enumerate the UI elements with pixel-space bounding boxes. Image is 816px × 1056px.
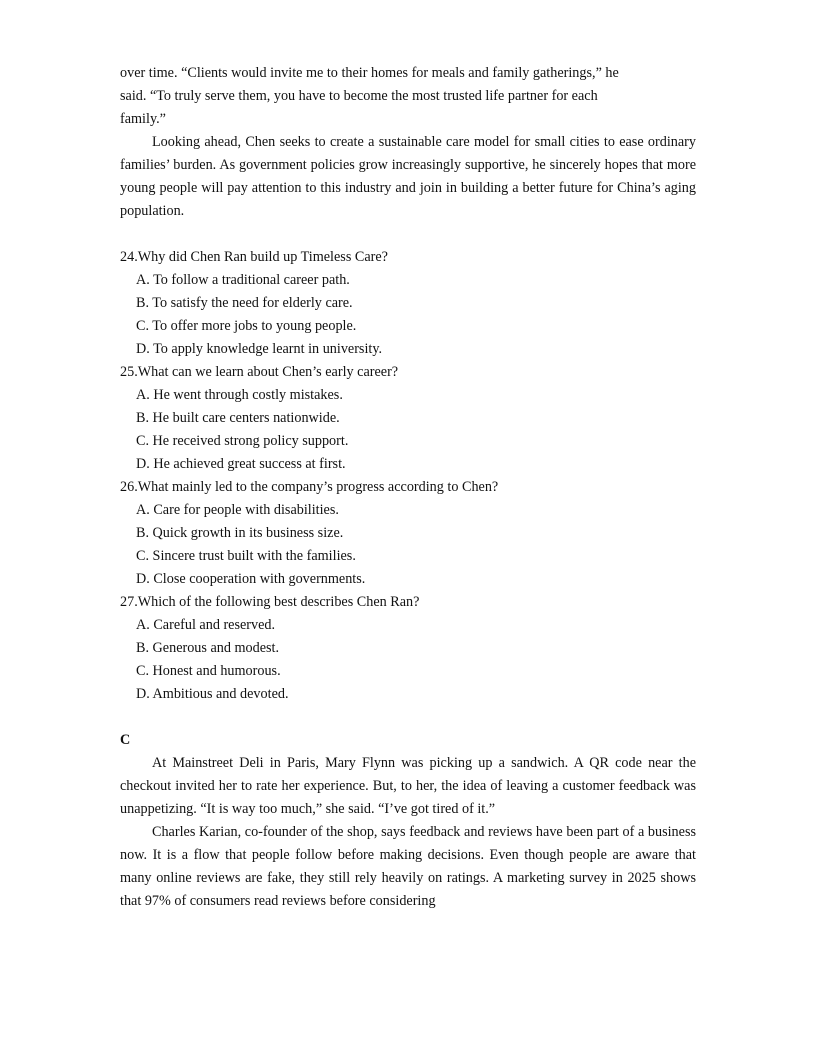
question-stem: 24.Why did Chen Ran build up Timeless Care? — [120, 249, 388, 265]
option-c: C. Honest and humorous. — [136, 663, 281, 679]
option-a: A. He went through costly mistakes. — [136, 387, 343, 403]
spacer — [120, 706, 696, 729]
option-c: C. To offer more jobs to young people. — [136, 318, 357, 334]
option-a: A. Care for people with disabilities. — [136, 502, 339, 518]
question-27 — [120, 591, 696, 706]
option-c: C. Sincere trust built with the families. — [136, 548, 356, 564]
option-d: D. He achieved great success at first. — [136, 456, 346, 472]
question-stem: 25.What can we learn about Chen’s early career? — [120, 364, 399, 380]
option-a: A. Careful and reserved. — [136, 617, 276, 633]
option-d: D. Ambitious and devoted. — [136, 686, 289, 702]
question-24 — [120, 246, 696, 361]
option-b: B. He built care centers nationwide. — [136, 410, 340, 426]
section-c-paragraph-2: Charles Karian, co-founder of the shop, says feedback and reviews have been part of a business now. It is a flow that people follow before making decisions. Even though people are aware that many online reviews are fake, they still rely heavily on ratings. A marketing survey in 2025 shows that 97% of consumers read reviews before considering — [120, 824, 696, 909]
question-25 — [120, 361, 696, 476]
question-26 — [120, 476, 696, 591]
question-stem: 27.Which of the following best describes Chen Ran? — [120, 594, 420, 610]
option-b: B. Quick growth in its business size. — [136, 525, 344, 541]
spacer — [120, 223, 696, 246]
option-d: D. Close cooperation with governments. — [136, 571, 366, 587]
section-heading: C — [120, 732, 131, 748]
option-b: B. To satisfy the need for elderly care. — [136, 295, 353, 311]
question-stem: 26.What mainly led to the company’s progress according to Chen? — [120, 479, 499, 495]
passage-b-line-3: family.” — [120, 111, 166, 127]
document-page — [120, 62, 696, 913]
option-d: D. To apply knowledge learnt in university. — [136, 341, 383, 357]
section-c-paragraph-1: At Mainstreet Deli in Paris, Mary Flynn was picking up a sandwich. A QR code near the checkout invited her to rate her experience. But, to her, the idea of leaving a customer feedback was unappetizing. “It is way too much,” she said. “I’ve got tired of it.” — [120, 755, 696, 817]
passage-b-line-1: over time. “Clients would invite me to their homes for meals and family gatherings,” he — [120, 65, 619, 81]
option-c: C. He received strong policy support. — [136, 433, 349, 449]
passage-b-paragraph-2: Looking ahead, Chen seeks to create a sustainable care model for small cities to ease ordinary families’ burden. As government policies grow increasingly supportive, he sincerely hopes that more young people will pay attention to this industry and join in building a better future for China’s aging population. — [120, 134, 696, 219]
option-a: A. To follow a traditional career path. — [136, 272, 350, 288]
option-b: B. Generous and modest. — [136, 640, 280, 656]
passage-b-line-2: said. “To truly serve them, you have to become the most trusted life partner for each — [120, 88, 598, 104]
